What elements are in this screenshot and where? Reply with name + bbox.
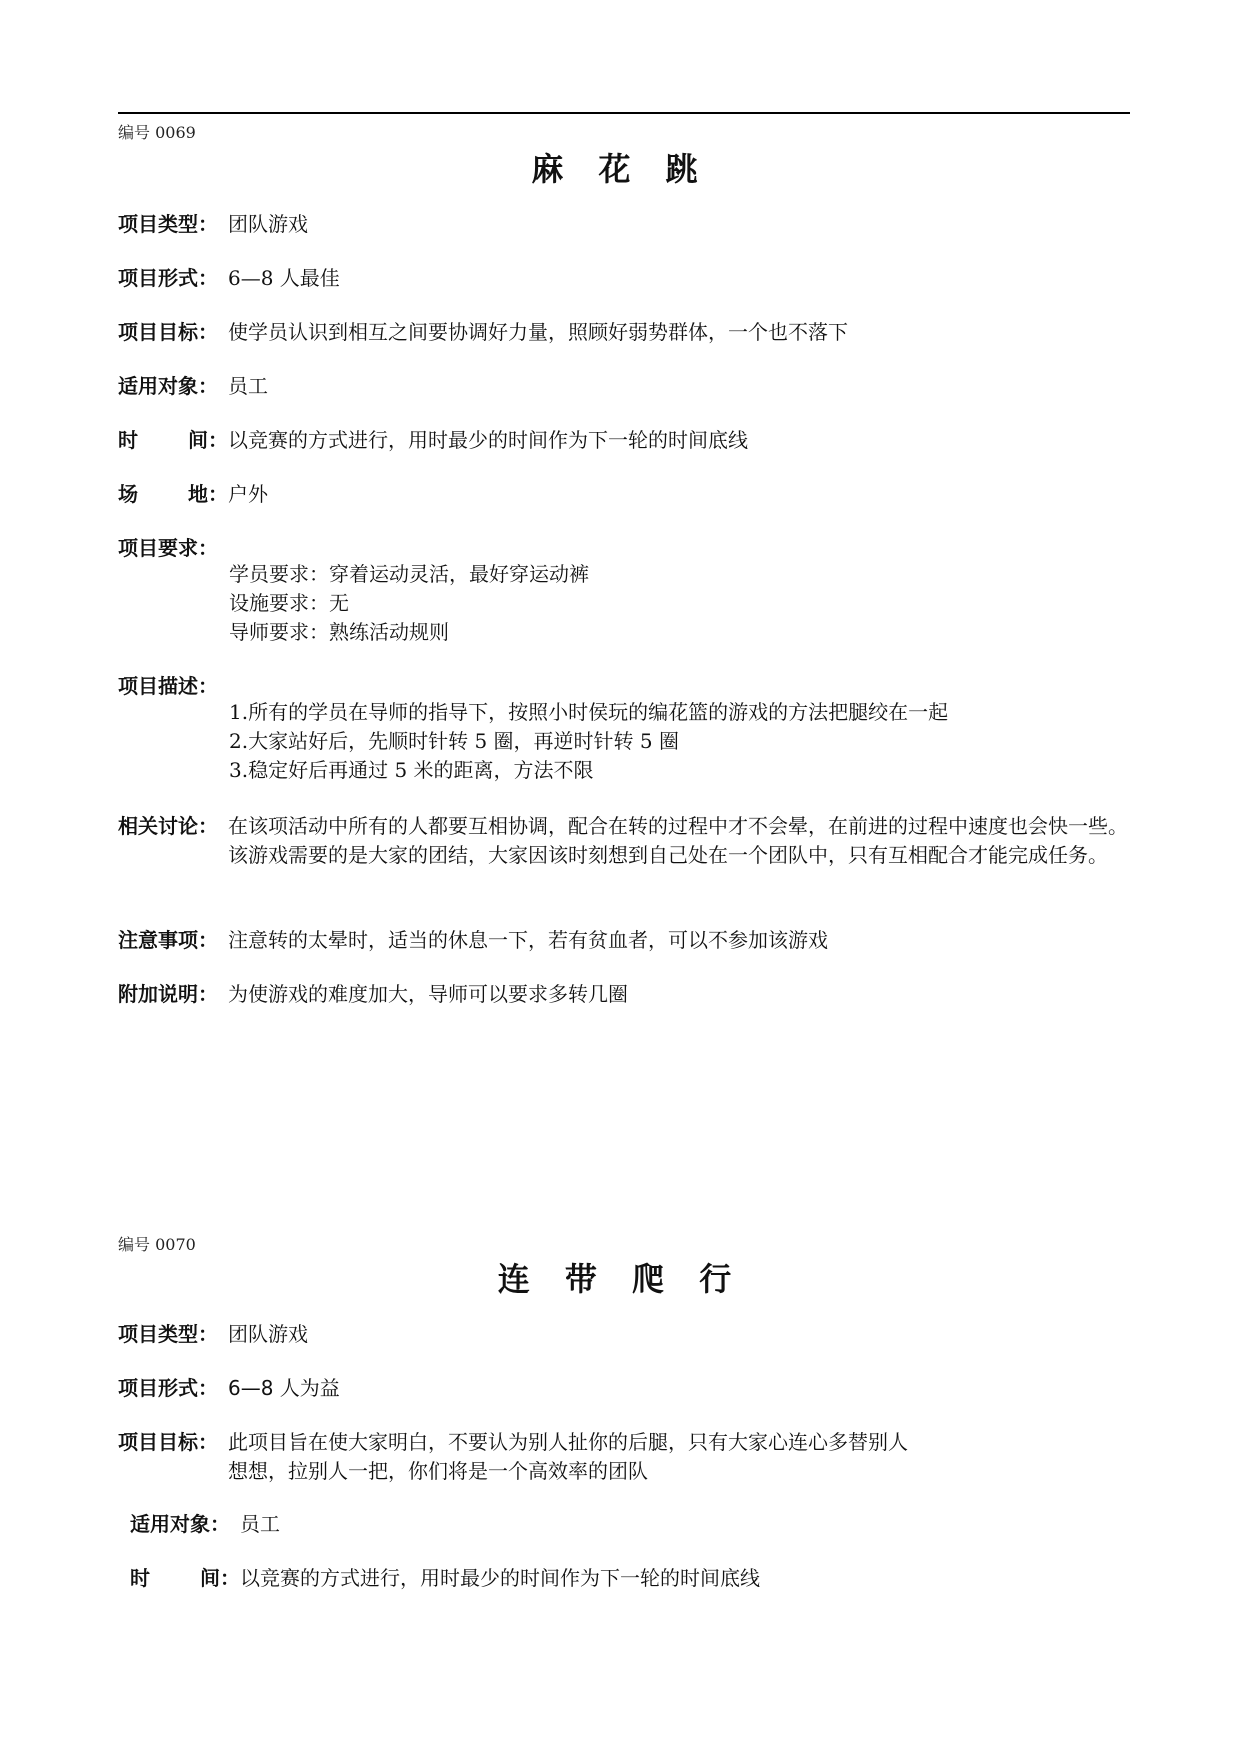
field-label: 附加说明： [118,982,218,1006]
field-form [118,1374,340,1403]
field-label: 项目形式： [118,266,218,290]
list-item: 导师要求：熟练活动规则 [229,620,449,644]
field-label: 适用对象： [118,374,218,398]
field-label: 项目类型： [118,1322,218,1346]
field-value: 6—8 人最佳 [228,266,340,290]
field-discussion [118,812,1128,870]
field-value: 员工 [240,1512,280,1536]
field-value: 此项目旨在使大家明白，不要认为别人扯你的后腿，只有大家心连心多替别人 想想，拉别人一把，你们将是一个高效率的团队 [228,1430,908,1483]
field-venue [118,480,268,509]
list-item: 设施要求：无 [229,591,349,615]
field-type [118,1320,308,1349]
field-description [118,672,228,701]
list-item: 1.所有的学员在导师的指导下，按照小时侯玩的编花篮的游戏的方法把腿绞在一起 [229,700,949,724]
field-notes [118,926,828,955]
field-goal [118,318,848,347]
field-label: 项目类型： [118,212,218,236]
list-item: 3.稳定好后再通过 5 米的距离，方法不限 [229,758,594,782]
field-label: 时 间： [130,1566,240,1590]
field-label: 场 地： [118,482,228,506]
field-value: 6—8 人为益 [228,1376,340,1400]
field-label: 项目目标： [118,320,218,344]
list-item: 学员要求：穿着运动灵活，最好穿运动裤 [229,562,589,586]
field-value: 使学员认识到相互之间要协调好力量，照顾好弱势群体，一个也不落下 [228,320,848,344]
field-value: 户外 [228,482,268,506]
field-label: 项目形式： [118,1376,218,1400]
field-value: 以竞赛的方式进行，用时最少的时间作为下一轮的时间底线 [240,1566,760,1590]
item-title: 连 带 爬 行 [497,1260,744,1298]
description-list [229,698,948,785]
field-label: 相关讨论： [118,814,218,838]
field-value: 为使游戏的难度加大，导师可以要求多转几圈 [228,982,628,1006]
field-value: 在该项活动中所有的人都要互相协调，配合在转的过程中才不会晕，在前进的过程中速度也会快一些。该游戏需要的是大家的团结，大家因该时刻想到自己处在一个团队中，只有互相配合才能完成任务。 [228,814,1128,867]
item-code: 编号 0070 [118,1235,196,1254]
field-label: 注意事项： [118,928,218,952]
field-time [118,426,748,455]
field-time [130,1564,760,1593]
field-label: 时 间： [118,428,228,452]
field-type [118,210,308,239]
field-extra [118,980,628,1009]
field-target [130,1510,280,1539]
field-value: 注意转的太晕时，适当的休息一下，若有贫血者，可以不参加该游戏 [228,928,828,952]
field-value: 以竞赛的方式进行，用时最少的时间作为下一轮的时间底线 [228,428,748,452]
item-code: 编号 0069 [118,123,196,142]
field-label: 适用对象： [130,1512,230,1536]
field-label: 项目要求： [118,536,218,560]
field-form [118,264,340,293]
list-item: 2.大家站好后，先顺时针转 5 圈，再逆时针转 5 圈 [229,729,679,753]
item-title: 麻 花 跳 [531,150,710,188]
field-label: 项目描述： [118,674,218,698]
field-target [118,372,268,401]
top-rule [118,112,1130,114]
field-label: 项目目标： [118,1430,218,1454]
field-value: 团队游戏 [228,1322,308,1346]
field-value: 团队游戏 [228,212,308,236]
field-value: 员工 [228,374,268,398]
requirements-list [229,560,589,647]
field-requirements [118,534,228,563]
field-goal [118,1428,908,1486]
